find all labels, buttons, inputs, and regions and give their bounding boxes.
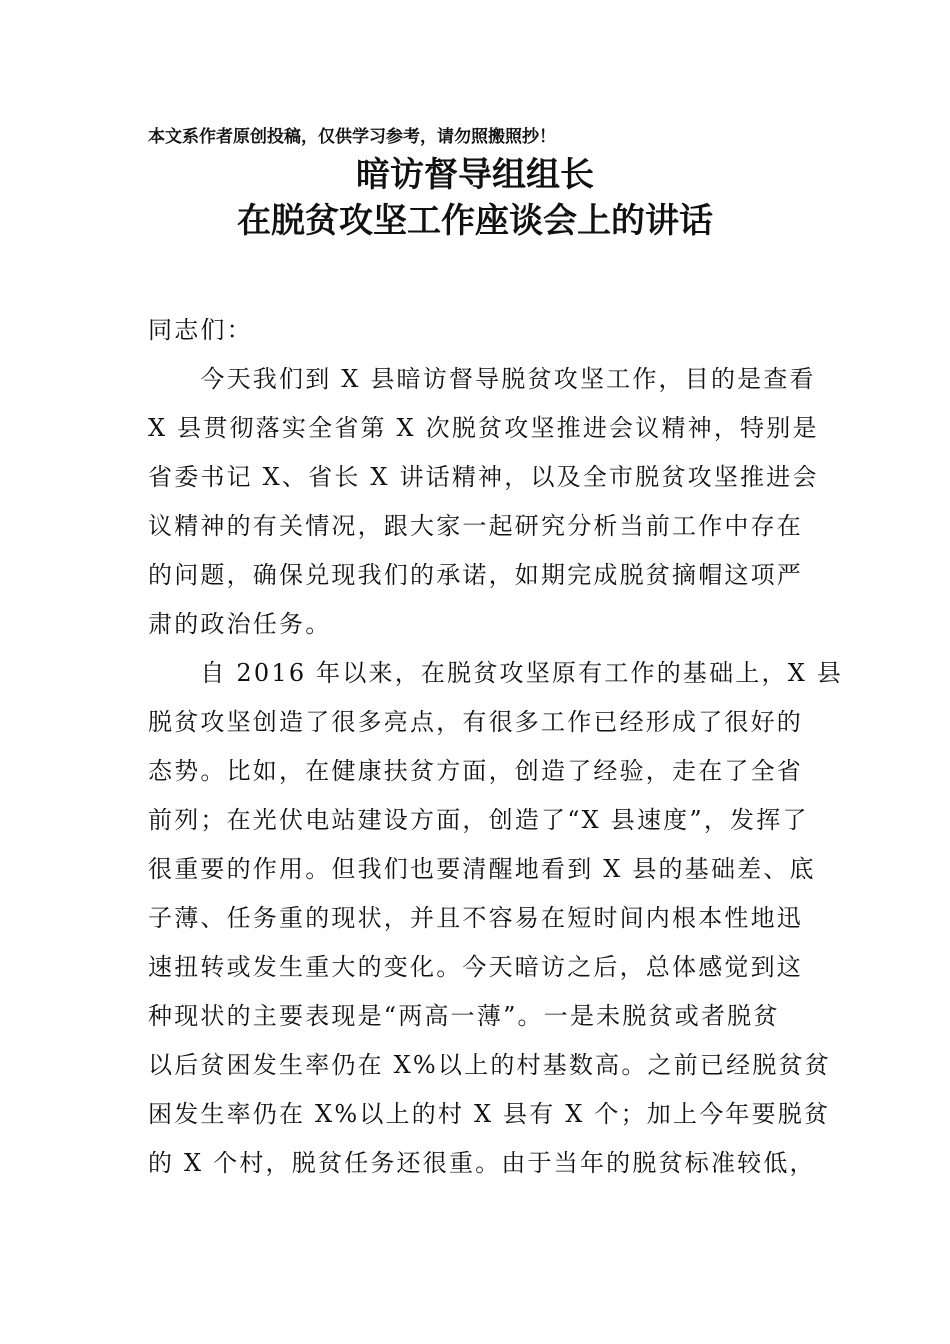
speech-body	[148, 306, 844, 1188]
text-line: 脱贫攻坚创造了很多亮点，有很多工作已经形成了很好的	[148, 708, 803, 736]
text-line: 同志们：	[148, 316, 253, 344]
text-line: 的问题，确保兑现我们的承诺，如期完成脱贫摘帽这项严	[148, 561, 803, 589]
text-line: 的 X 个村，脱贫任务还很重。由于当年的脱贫标准较低，	[148, 1149, 816, 1177]
text-line: 自 2016 年以来，在脱贫攻坚原有工作的基础上，X 县	[148, 659, 844, 687]
title-line-1: 暗访督导组组长	[356, 155, 594, 195]
text-line: 前列；在光伏电站建设方面，创造了“X 县速度”，发挥了	[148, 806, 809, 834]
title-line-2: 在脱贫攻坚工作座谈会上的讲话	[237, 201, 713, 241]
text-line: 今天我们到 X 县暗访督导脱贫攻坚工作，目的是查看	[148, 365, 816, 393]
text-line: 子薄、任务重的现状，并且不容易在短时间内根本性地迅	[148, 904, 803, 932]
text-line: 省委书记 X、省长 X 讲话精神，以及全市脱贫攻坚推进会	[148, 463, 819, 491]
copyright-notice: 本文系作者原创投稿，仅供学习参考，请勿照搬照抄！	[148, 127, 556, 147]
text-line: X 县贯彻落实全省第 X 次脱贫攻坚推进会议精神，特别是	[148, 414, 819, 442]
text-line: 议精神的有关情况，跟大家一起研究分析当前工作中存在	[148, 512, 803, 540]
text-line: 很重要的作用。但我们也要清醒地看到 X 县的基础差、底	[148, 855, 816, 883]
text-line: 种现状的主要表现是“两高一薄”。一是未脱贫或者脱贫	[148, 1002, 780, 1030]
text-line: 困发生率仍在 X%以上的村 X 县有 X 个；加上今年要脱贫	[148, 1100, 831, 1128]
text-line: 肃的政治任务。	[148, 610, 332, 638]
text-line: 以后贫困发生率仍在 X%以上的村基数高。之前已经脱贫贫	[148, 1051, 831, 1079]
text-line: 态势。比如，在健康扶贫方面，创造了经验，走在了全省	[148, 757, 803, 785]
text-line: 速扭转或发生重大的变化。今天暗访之后，总体感觉到这	[148, 953, 803, 981]
